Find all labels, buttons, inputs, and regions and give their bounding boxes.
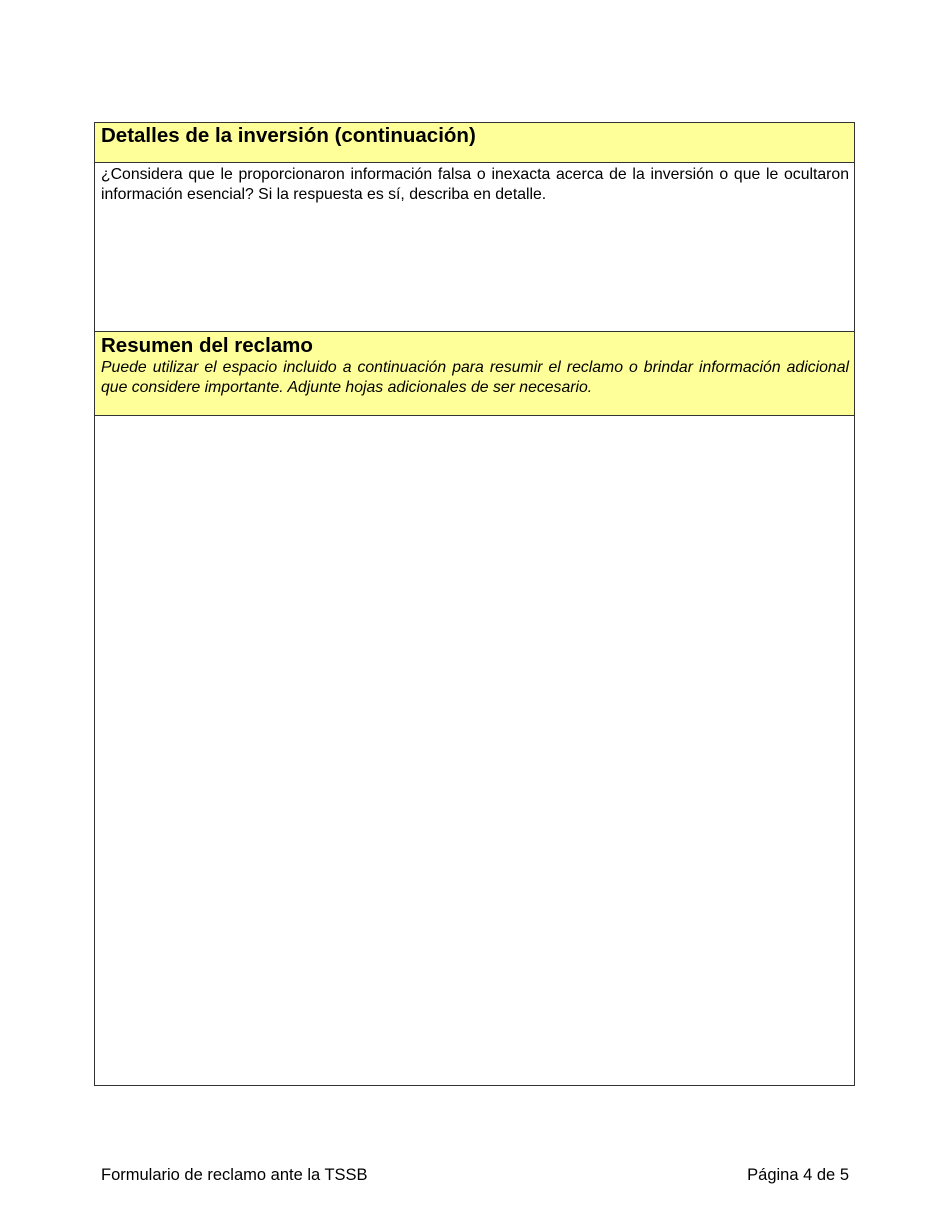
claim-summary-title: Resumen del reclamo bbox=[101, 334, 313, 357]
investment-details-title: Detalles de la inversión (continuación) bbox=[101, 124, 476, 147]
footer-form-name: Formulario de reclamo ante la TSSB bbox=[101, 1166, 368, 1184]
footer-page-number: Página 4 de 5 bbox=[747, 1166, 849, 1184]
investment-details-header bbox=[95, 123, 854, 163]
claim-summary-instructions: Puede utilizar el espacio incluido a continuación para resumir el reclamo o brindar información adicional que considere importante. Adjunte hojas adicionales de ser necesario. bbox=[101, 359, 849, 396]
false-information-answer-box[interactable] bbox=[95, 163, 854, 332]
claim-form-page bbox=[94, 122, 855, 1086]
claim-summary-header bbox=[95, 332, 854, 416]
false-information-question: ¿Considera que le proporcionaron información falsa o inexacta acerca de la inversión o que le ocultaron información esencial? Si la respuesta es sí, describa en detalle. bbox=[101, 166, 849, 203]
claim-summary-answer-box[interactable] bbox=[95, 416, 854, 1085]
